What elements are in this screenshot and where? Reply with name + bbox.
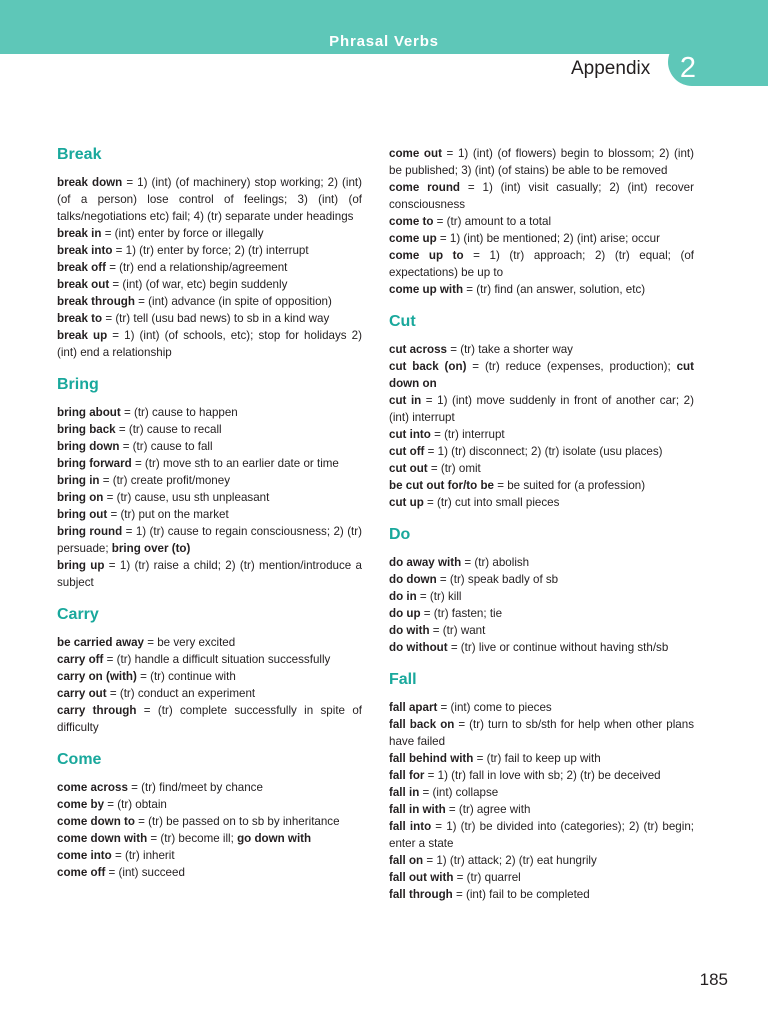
phrasal-verb-entry [389,230,694,247]
definition: = (tr) turn to sb/sth for help when other plans have failed [389,718,694,748]
definition: = 1) (int) be mentioned; 2) (int) arise; occur [436,232,660,245]
phrasal-verb: come up with [389,283,464,296]
definition: = (tr) agree with [445,803,531,816]
definition: = (tr) quarrel [453,871,521,884]
definition: = (tr) find (an answer, solution, etc) [463,283,646,296]
definition: = (int) collapse [419,786,499,799]
phrasal-verb: break through [57,295,135,308]
phrasal-verb: carry through [57,704,137,717]
definition: = (tr) take a shorter way [447,343,573,356]
phrasal-verb-entry [389,358,694,392]
phrasal-verb: fall for [389,769,425,782]
definition: = (tr) fasten; tie [420,607,503,620]
phrasal-verb: cut in [389,394,422,407]
phrasal-verb-entry [57,864,362,881]
definition: = 1) (tr) enter by force; 2) (tr) interrupt [112,244,309,257]
definition: = (tr) cause, usu sth unpleasant [103,491,270,504]
phrasal-verb: bring out [57,508,108,521]
definition: = (tr) omit [427,462,481,475]
phrasal-verb-entry [57,634,362,651]
phrasal-verb-entry [389,179,694,213]
phrasal-verb-entry [57,668,362,685]
phrasal-verb-entry [389,460,694,477]
phrasal-verb: fall in [389,786,420,799]
phrasal-verb: cut up [389,496,424,509]
phrasal-verb-entry [389,443,694,460]
phrasal-verb: cut out [389,462,428,475]
phrasal-verb: cut into [389,428,431,441]
phrasal-verb: bring back [57,423,116,436]
definition: = (int) succeed [105,866,185,879]
phrasal-verb: break into [57,244,113,257]
section-heading: Fall [389,671,417,688]
phrasal-verb: bring about [57,406,121,419]
phrasal-verb-entry [389,213,694,230]
phrasal-verb: cut back (on) [389,360,467,373]
phrasal-verb: fall in with [389,803,446,816]
section-heading: Carry [57,606,99,623]
phrasal-verb: come by [57,798,105,811]
phrasal-verb: fall back on [389,718,455,731]
phrasal-verb-entry [389,494,694,511]
phrasal-verb-entry [389,554,694,571]
phrasal-verb: bring over (to) [111,542,191,555]
phrasal-verb: come into [57,849,112,862]
definition: = (tr) obtain [104,798,167,811]
section-gap [389,298,694,312]
definition: = (tr) put on the market [107,508,229,521]
phrasal-verb: carry out [57,687,107,700]
definition: = (tr) interrupt [430,428,505,441]
phrasal-verb-entry [389,818,694,852]
phrasal-verb-entry [389,767,694,784]
phrasal-verb: come down with [57,832,148,845]
section-gap [389,656,694,670]
phrasal-verb-entry [57,847,362,864]
definition: = (tr) cause to recall [115,423,222,436]
definition: = (tr) live or continue without having sth/sb [447,641,669,654]
phrasal-verb-entry [389,869,694,886]
definition: = be suited for (a profession) [493,479,646,492]
phrasal-verb: bring round [57,525,123,538]
phrasal-verb-entry [389,588,694,605]
phrasal-verb-entry [57,438,362,455]
phrasal-verb-entry [389,477,694,494]
phrasal-verb-entry [57,796,362,813]
right-column [389,145,694,903]
definition: = (tr) kill [416,590,462,603]
definition: = (tr) reduce (expenses, production); [466,360,677,373]
definition: = (tr) continue with [136,670,236,683]
definition: = 1) (tr) raise a child; 2) (tr) mention/introduce a subject [57,559,362,589]
definition: = (tr) create profit/money [99,474,230,487]
section-heading: Come [57,751,102,768]
phrasal-verb-entry [389,247,694,281]
phrasal-verb-entry [57,651,362,668]
definition: = (tr) cause to fall [119,440,213,453]
definition: = 1) (tr) disconnect; 2) (tr) isolate (usu places) [424,445,663,458]
phrasal-verb-entry [57,830,362,847]
phrasal-verb: come to [389,215,434,228]
phrasal-verb: cut off [389,445,425,458]
phrasal-verb: carry off [57,653,104,666]
definition: = (tr) conduct an experiment [106,687,256,700]
definition: = (tr) become ill; [147,832,238,845]
phrasal-verb-entry [389,639,694,656]
definition: = 1) (tr) attack; 2) (tr) eat hungrily [423,854,597,867]
phrasal-verb-entry [389,622,694,639]
phrasal-verb: bring forward [57,457,132,470]
phrasal-verb: break out [57,278,110,291]
phrasal-verb: carry on (with) [57,670,137,683]
appendix-label: Appendix [571,58,651,79]
phrasal-verb-entry [57,404,362,421]
definition: = (tr) cut into small pieces [423,496,560,509]
phrasal-verb-entry [389,145,694,179]
phrasal-verb: do down [389,573,437,586]
definition: = (tr) want [429,624,486,637]
section-heading: Break [57,146,102,163]
phrasal-verb: bring down [57,440,120,453]
phrasal-verb-entry [389,392,694,426]
section-gap [57,591,362,605]
phrasal-verb: come across [57,781,128,794]
phrasal-verb-entry [57,276,362,293]
phrasal-verb-entry [389,605,694,622]
definition: = (int) (of war, etc) begin suddenly [109,278,288,291]
phrasal-verb: do away with [389,556,462,569]
definition: = (int) fail to be completed [452,888,590,901]
phrasal-verb: fall behind with [389,752,474,765]
definition: = (tr) cause to happen [120,406,238,419]
phrasal-verb-entry [57,259,362,276]
phrasal-verb: come up [389,232,437,245]
phrasal-verb-entry [57,702,362,736]
phrasal-verb-entry [57,813,362,830]
phrasal-verb-entry [57,472,362,489]
phrasal-verb: go down with [237,832,312,845]
definition: = 1) (tr) cause to regain consciousness; 2) (tr) persuade; [57,525,362,555]
definition: = 1) (tr) approach; 2) (tr) equal; (of expectations) be up to [389,249,694,279]
phrasal-verb-entry [389,699,694,716]
phrasal-verb: break to [57,312,103,325]
phrasal-verb: cut down on [389,360,694,390]
definition: = 1) (tr) be divided into (categories); 2) (tr) begin; enter a state [389,820,695,850]
phrasal-verb-entry [389,281,694,298]
phrasal-verb-entry [389,571,694,588]
phrasal-verb-entry [57,327,362,361]
definition: = (tr) amount to a total [433,215,552,228]
phrasal-verb: do in [389,590,417,603]
phrasal-verb: break off [57,261,106,274]
section-gap [389,511,694,525]
section-heading: Cut [389,313,416,330]
phrasal-verb: fall on [389,854,424,867]
phrasal-verb: do with [389,624,430,637]
phrasal-verb-entry [57,310,362,327]
definition: = (tr) end a relationship/agreement [105,261,288,274]
phrasal-verb-entry [389,750,694,767]
phrasal-verb-entry [57,506,362,523]
phrasal-verb-entry [389,852,694,869]
phrasal-verb: bring up [57,559,105,572]
definition: = (int) enter by force or illegally [101,227,264,240]
definition: = (tr) inherit [111,849,175,862]
phrasal-verb: break in [57,227,102,240]
phrasal-verb: bring on [57,491,104,504]
phrasal-verb: break down [57,176,123,189]
page-number: 185 [699,970,728,989]
section-heading: Do [389,526,411,543]
section-gap [57,736,362,750]
definition: = (tr) abolish [461,556,530,569]
definition: = (tr) complete successfully in spite of difficulty [57,704,362,734]
phrasal-verb-entry [389,801,694,818]
definition: = 1) (int) move suddenly in front of another car; 2) (int) interrupt [389,394,694,424]
definition: = (tr) be passed on to sb by inheritance [134,815,340,828]
phrasal-verb-entry [57,489,362,506]
phrasal-verb: do up [389,607,421,620]
definition: = (tr) tell (usu bad news) to sb in a kind way [102,312,330,325]
definition: = 1) (tr) fall in love with sb; 2) (tr) be deceived [424,769,661,782]
phrasal-verb-entry [57,455,362,472]
phrasal-verb-entry [57,421,362,438]
phrasal-verb-entry [57,523,362,557]
definition: = 1) (int) (of machinery) stop working; 2) (int) (of a person) lose control of feelings; 3) (int) (of talks/negotiations etc) fail; 4) (tr) separate under headings [57,176,362,223]
definition: = (tr) handle a difficult situation successfully [103,653,331,666]
section-gap [57,361,362,375]
definition: = (int) come to pieces [437,701,552,714]
phrasal-verb-entry [57,174,362,225]
phrasal-verb-entry [57,779,362,796]
phrasal-verb: be carried away [57,636,145,649]
phrasal-verb: be cut out for/to be [389,479,494,492]
definition: = be very excited [144,636,236,649]
phrasal-verb-entry [57,557,362,591]
phrasal-verb: come out [389,147,442,160]
phrasal-verb-entry [57,293,362,310]
phrasal-verb: come round [389,181,460,194]
phrasal-verb: come up to [389,249,464,262]
phrasal-verb-entry [389,886,694,903]
definition: = 1) (int) (of flowers) begin to blossom; 2) (int) be published; 3) (int) (of stains) be able to be removed [389,147,694,177]
phrasal-verb: bring in [57,474,100,487]
definition: = (int) advance (in spite of opposition) [134,295,332,308]
phrasal-verb-entry [57,242,362,259]
phrasal-verb-entry [389,784,694,801]
definition: = (tr) fail to keep up with [473,752,601,765]
phrasal-verb: cut across [389,343,447,356]
phrasal-verb: come off [57,866,106,879]
phrasal-verb: fall out with [389,871,454,884]
page-title: Phrasal Verbs [329,33,439,50]
phrasal-verb: come down to [57,815,135,828]
definition: = (tr) speak badly of sb [436,573,559,586]
definition: = 1) (int) (of schools, etc); stop for holidays 2) (int) end a relationship [57,329,362,359]
phrasal-verb-entry [389,426,694,443]
definition: = 1) (int) visit casually; 2) (int) recover consciousness [389,181,694,211]
phrasal-verb-entry [389,716,694,750]
phrasal-verb: fall apart [389,701,438,714]
phrasal-verb: break up [57,329,108,342]
section-heading: Bring [57,376,99,393]
phrasal-verb-entry [57,225,362,242]
left-column [57,145,362,881]
appendix-number: 2 [679,52,697,84]
definition: = (tr) find/meet by chance [127,781,263,794]
phrasal-verb: do without [389,641,448,654]
phrasal-verb: fall into [389,820,432,833]
phrasal-verb-entry [389,341,694,358]
phrasal-verb: fall through [389,888,453,901]
definition: = (tr) move sth to an earlier date or time [131,457,339,470]
phrasal-verb-entry [57,685,362,702]
